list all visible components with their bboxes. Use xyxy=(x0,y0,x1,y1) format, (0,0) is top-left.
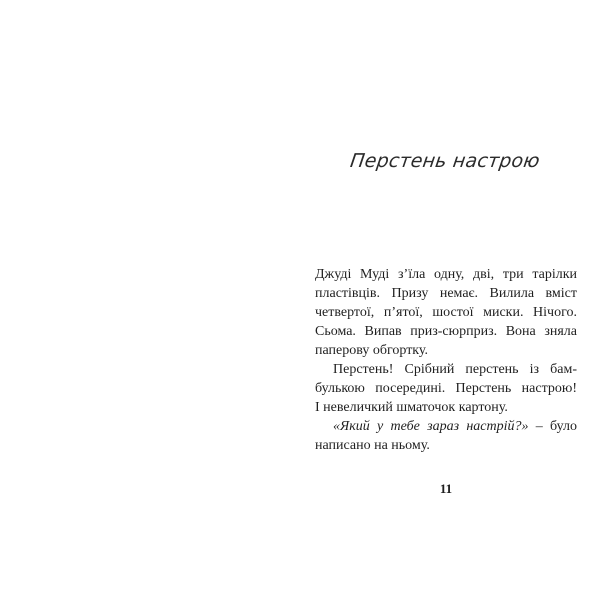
paragraph-2 xyxy=(315,360,577,417)
text-line: І невеличкий шматочок картону. xyxy=(315,400,508,415)
paragraph-1 xyxy=(315,265,577,360)
page-number: 11 xyxy=(439,481,453,496)
text-fragment: – було xyxy=(528,419,577,434)
text-line: пластівців. Призу немає. Вилила вміст xyxy=(315,286,577,301)
text-line: написано на ньому. xyxy=(315,438,430,453)
text-line: булькою посередині. Перстень настрою! xyxy=(315,381,577,396)
text-line xyxy=(315,417,577,436)
paragraph-3 xyxy=(315,417,577,455)
body-text xyxy=(315,265,577,455)
chapter-title: Перстень настрою xyxy=(348,150,542,172)
text-line: четвертої, п’ятої, шостої миски. Нічого. xyxy=(315,305,577,320)
text-line: Сьома. Випав приз-сюрприз. Вона зняла xyxy=(315,324,577,339)
text-line: Перстень! Срібний перстень із бам- xyxy=(333,362,577,377)
text-line: Джуді Муді з’їла одну, дві, три тарілки xyxy=(315,267,577,282)
italic-quote: «Який у тебе зараз настрій?» xyxy=(333,419,529,434)
text-line: паперову обгортку. xyxy=(315,343,429,358)
